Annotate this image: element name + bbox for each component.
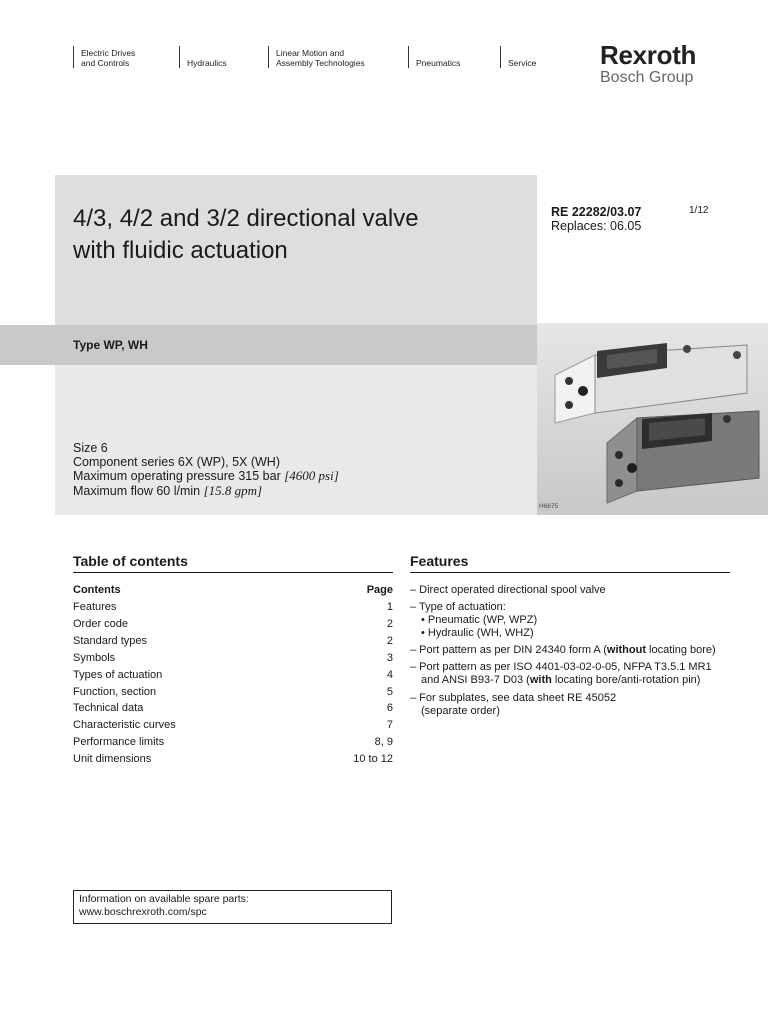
nav-hydraulics[interactable]: Hydraulics [179, 46, 227, 68]
spec-summary [73, 442, 339, 498]
bosch-group-logo: Bosch Group [600, 69, 694, 86]
document-title: 4/3, 4/2 and 3/2 directional valve with fluidic actuation [73, 205, 419, 264]
feature-item: – Type of actuation: [410, 601, 506, 613]
toc-row[interactable]: Performance limits 8, 9 [73, 736, 393, 748]
type-label: Type WP, WH [73, 338, 148, 352]
re-number: RE 22282/03.07 [551, 205, 642, 219]
feature-item: – Direct operated directional spool valve [410, 584, 606, 596]
valve-illustration [537, 323, 768, 515]
features-heading: Features [410, 553, 730, 573]
nav-linear-motion[interactable]: Linear Motion and Assembly Technologies [268, 46, 365, 68]
feature-item: – For subplates, see data sheet RE 45052 [410, 692, 617, 704]
toc-row[interactable]: Technical data 6 [73, 702, 393, 714]
toc-row[interactable]: Standard types 2 [73, 635, 393, 647]
feature-item-cont: (separate order) [421, 705, 500, 717]
toc-row[interactable]: Unit dimensions 10 to 12 [73, 753, 393, 765]
page-number: 1/12 [689, 205, 709, 216]
toc-row[interactable]: Features 1 [73, 601, 393, 613]
feature-item: – Port pattern as per ISO 4401-03-02-0-05, NFPA T3.5.1 MR1 [410, 661, 712, 673]
nav-pneumatics[interactable]: Pneumatics [408, 46, 460, 68]
feature-subitem: • Hydraulic (WH, WHZ) [421, 627, 534, 639]
toc-row[interactable]: Order code 2 [73, 618, 393, 630]
feature-item-cont: and ANSI B93-7 D03 (with locating bore/anti-rotation pin) [421, 674, 701, 686]
toc-row[interactable]: Characteristic curves 7 [73, 719, 393, 731]
toc-row[interactable]: Types of actuation 4 [73, 669, 393, 681]
product-photo [537, 323, 768, 515]
replaces-label: Replaces: 06.05 [551, 219, 642, 233]
spec-size: Size 6 [73, 441, 108, 455]
toc-header-row: Contents Page [73, 584, 393, 596]
spare-parts-box [73, 890, 392, 924]
photo-code: H6875 [539, 503, 559, 510]
spare-parts-link[interactable]: www.boschrexroth.com/spc [79, 906, 207, 918]
toc-row[interactable]: Function, section 5 [73, 686, 393, 698]
nav-electric-drives[interactable]: Electric Drives and Controls [73, 46, 135, 68]
feature-subitem: • Pneumatic (WP, WPZ) [421, 614, 538, 626]
spec-flow: Maximum flow 60 l/min [15.8 gpm] [73, 482, 263, 498]
feature-item: – Port pattern as per DIN 24340 form A (without locating bore) [410, 644, 716, 656]
spec-pressure: Maximum operating pressure 315 bar [4600 psi] [73, 468, 339, 483]
spare-parts-info: Information on available spare parts: [79, 893, 249, 905]
nav-service[interactable]: Service [500, 46, 536, 68]
rexroth-logo: Rexroth [600, 40, 697, 70]
spec-series: Component series 6X (WP), 5X (WH) [73, 454, 280, 469]
toc-row[interactable]: Symbols 3 [73, 652, 393, 664]
toc-heading: Table of contents [73, 553, 393, 573]
